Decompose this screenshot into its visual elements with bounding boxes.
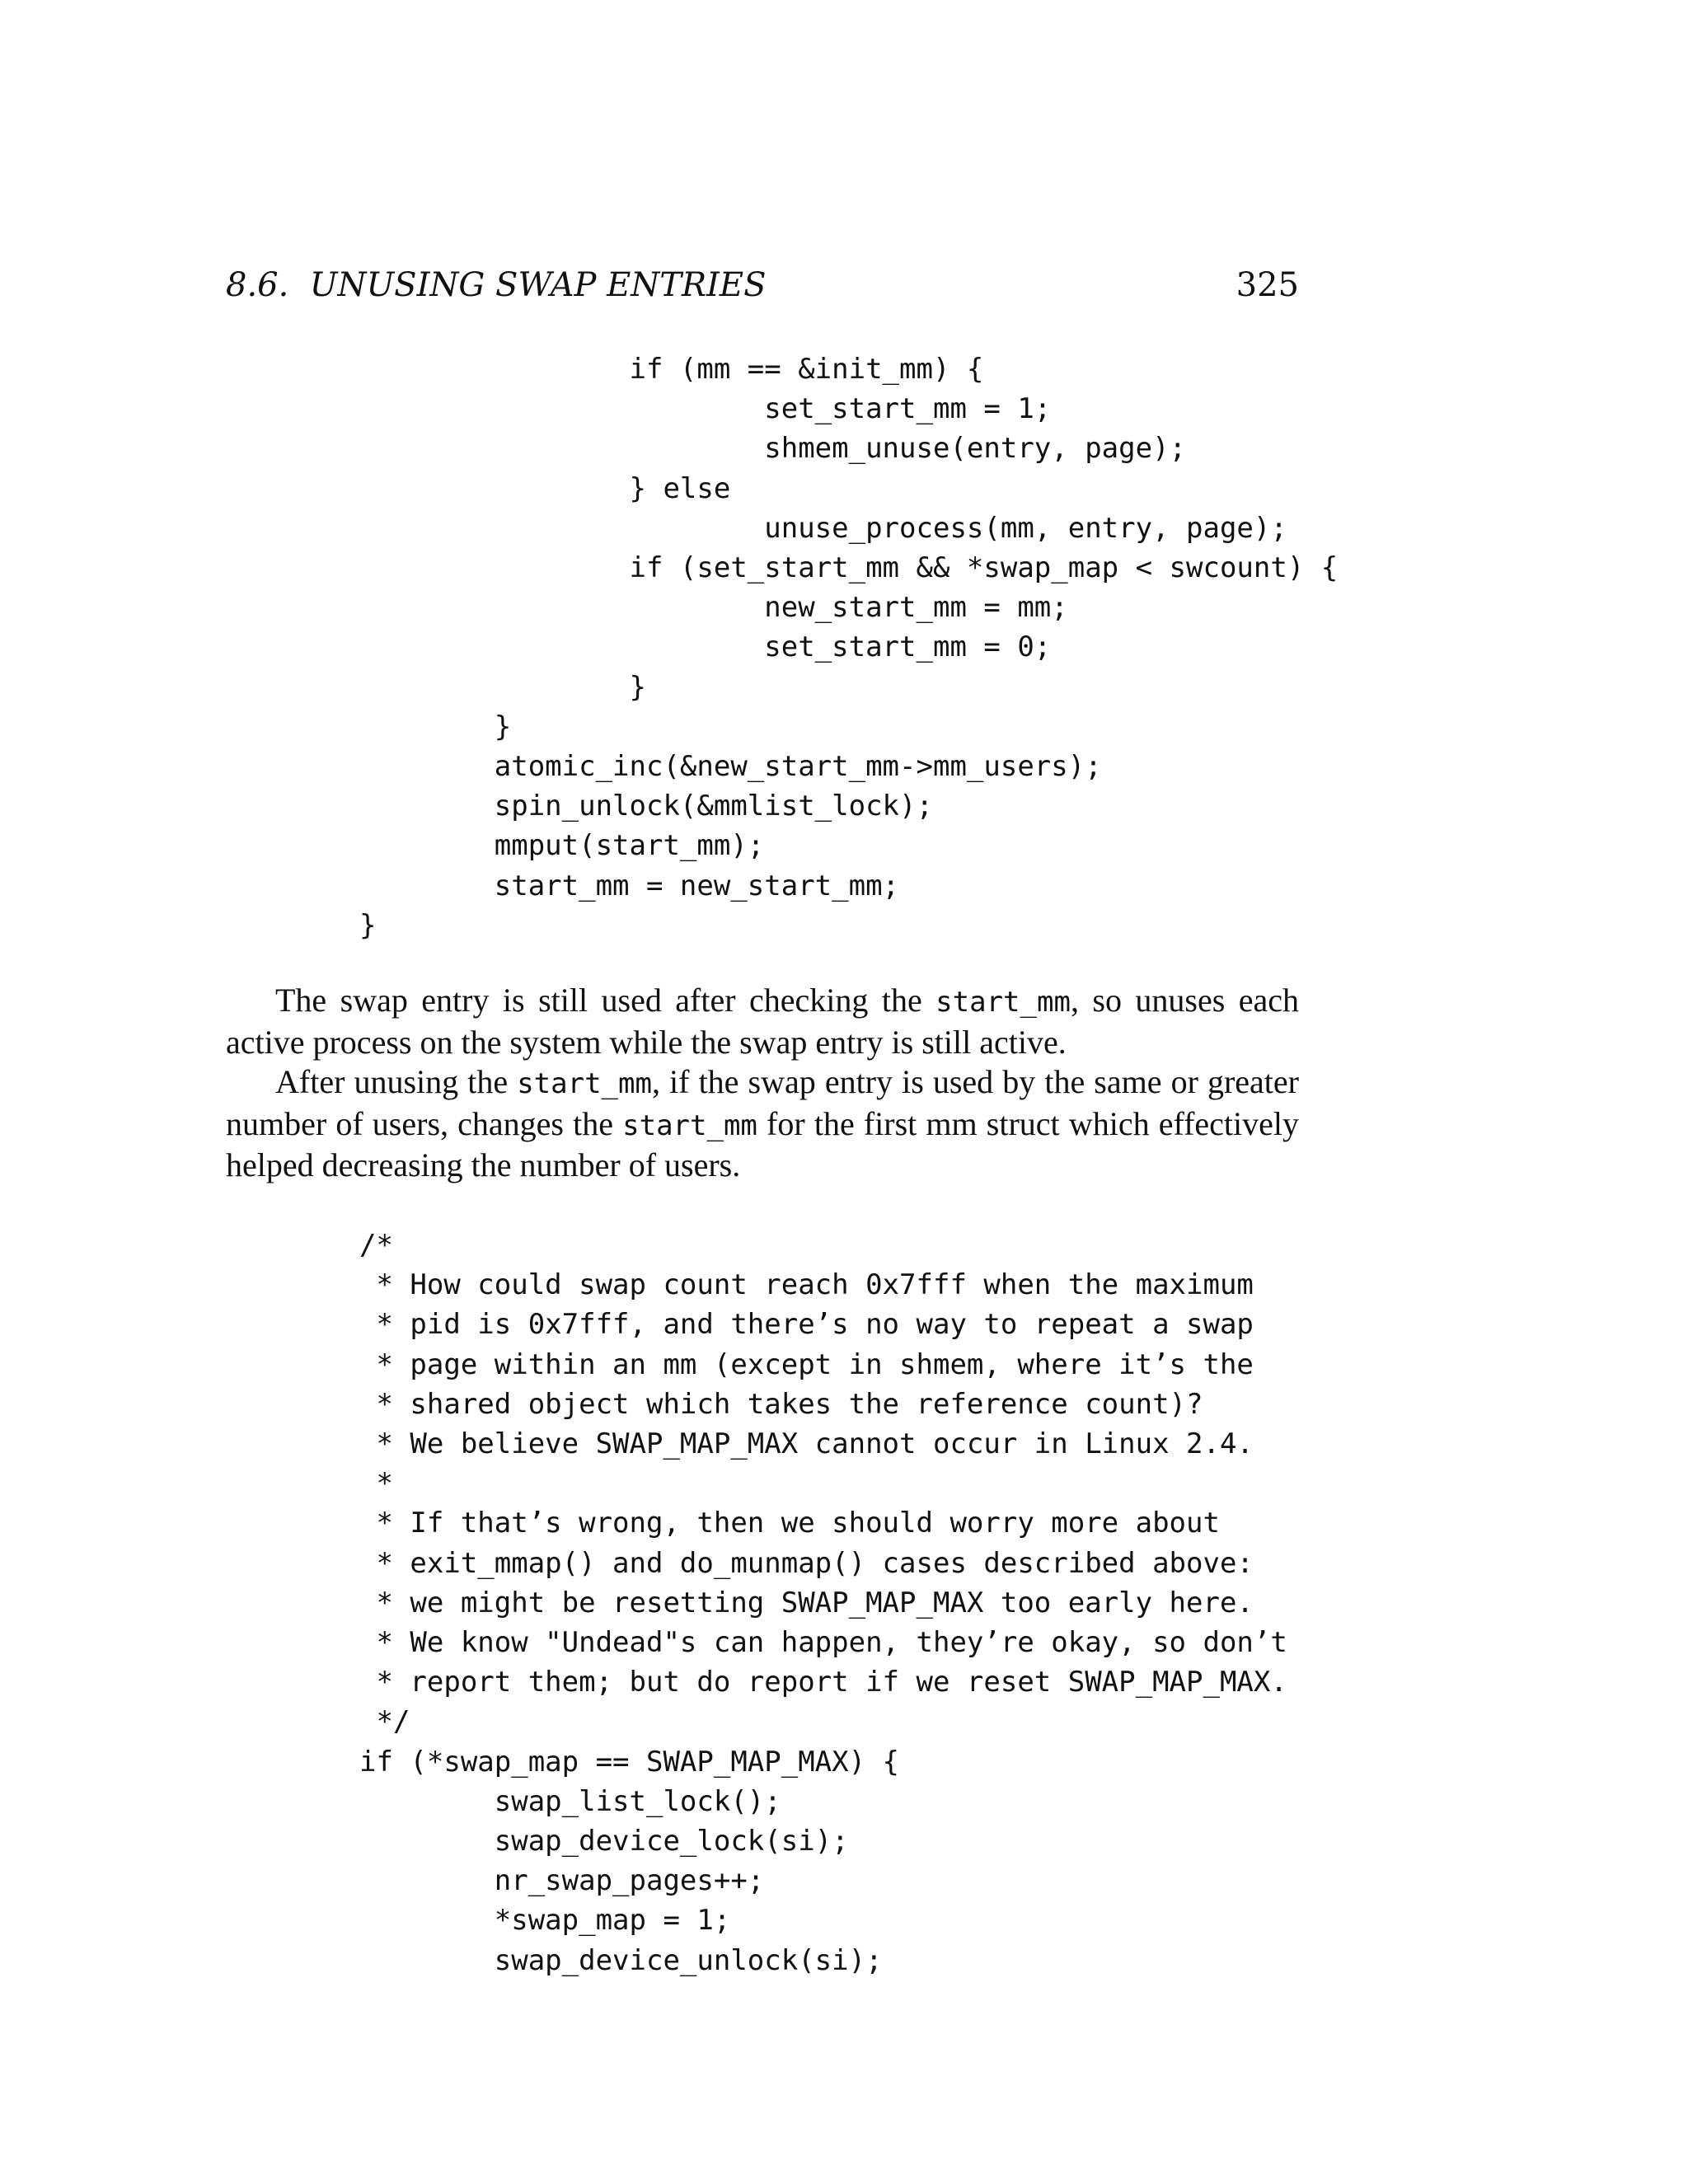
paragraph-1-text-b: , so unuses each active process on the system while the swap entry is still active. bbox=[226, 982, 1300, 1061]
code-listing-bottom: /* * How could swap count reach 0x7fff when the maximum * pid is 0x7fff, and there’s no way to repeat a swap * page within an mm (except in shmem, where it’s the * shared object which takes the reference count)? * We believe SWAP_MAP_MAX cannot occur in Linux 2.4. * * If that’s wrong, then we should worry more about * exit_mmap() and do_munmap() cases described above: * we might be resetting SWAP_MAP_MAX too early here. * We know "Undead"s can happen, they’re okay, so don’t * report them; but do report if we reset SWAP_MAP_MAX. */ if (*swap_map == SWAP_MAP_MAX) { swap_list_lock(); swap_device_lock(si); nr_swap_pages++; *swap_map = 1; swap_device_unlock(si); bbox=[359, 1229, 1287, 1977]
paragraph-2-text-a: After unusing the bbox=[275, 1063, 518, 1100]
inline-code-start-mm: start_mm bbox=[935, 986, 1071, 1019]
inline-code-start-mm: start_mm bbox=[622, 1108, 757, 1142]
section-title: 8.6. UNUSING SWAP ENTRIES bbox=[226, 266, 767, 304]
paragraph-2-text-b: , if the swap entry is used by the same or greater number of users, changes the bbox=[226, 1063, 1299, 1142]
inline-code-start-mm: start_mm bbox=[517, 1067, 652, 1100]
running-header bbox=[226, 262, 1299, 308]
paragraph-2-text-c: for the first mm struct which effectively helped decreasing the number of users. bbox=[226, 1104, 1299, 1183]
body-text bbox=[226, 981, 1299, 1186]
paragraph-1-text-a: The swap entry is still used after checking the bbox=[275, 982, 936, 1019]
paragraph-1 bbox=[226, 981, 1299, 1062]
page-number: 325 bbox=[1236, 266, 1299, 304]
paragraph-2 bbox=[226, 1062, 1299, 1186]
code-listing-top: if (mm == &init_mm) { set_start_mm = 1; shmem_unuse(entry, page); } else unuse_process(mm, entry, page); if (set_start_mm && *swap_map < swcount) { new_start_mm = mm; set_start_mm = 0; } } atomic_inc(&new_start_mm->mm_users); spin_unlock(&mmlist_lock); mmput(start_mm); start_mm = new_start_mm; } bbox=[359, 353, 1339, 942]
